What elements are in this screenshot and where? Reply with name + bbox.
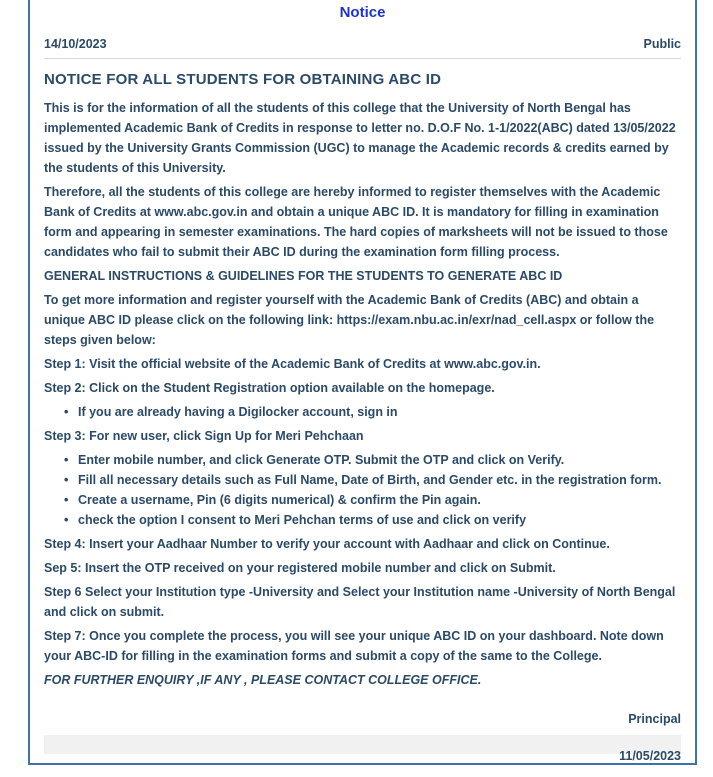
list-item: • Enter mobile number, and click Generate OTP. Submit the OTP and click on Verify.: [44, 450, 681, 470]
step-3-bullet-list: [44, 450, 681, 530]
step-1: Step 1: Visit the official website of the Academic Bank of Credits at www.abc.gov.in.: [44, 357, 541, 371]
list-item: • If you are already having a Digilocker account, sign in: [44, 402, 681, 422]
list-item: • Fill all necessary details such as Full Name, Date of Birth, and Gender etc. in the registration form.: [44, 470, 681, 490]
step-5: Sep 5: Insert the OTP received on your registered mobile number and click on Submit.: [44, 561, 556, 575]
issue-date: 14/10/2023: [44, 37, 107, 51]
list-item: • check the option I consent to Meri Pehchan terms of use and click on verify: [44, 510, 681, 530]
step-4: Step 4: Insert your Aadhaar Number to verify your account with Aadhaar and click on Continue.: [44, 537, 610, 551]
enquiry-note: FOR FURTHER ENQUIRY ,IF ANY , PLEASE CONTACT COLLEGE OFFICE.: [44, 673, 482, 687]
instructions-subheading: GENERAL INSTRUCTIONS & GUIDELINES FOR THE STUDENTS TO GENERATE ABC ID: [44, 269, 563, 283]
visibility-label: Public: [643, 37, 681, 51]
meta-row: [44, 37, 681, 59]
paragraph-registration: Therefore, all the students of this college are hereby informed to register themselves with the Academic Bank of Credits at www.abc.gov.in and obtain a unique ABC ID. It is mandatory for filling in examination form and appearing in semester examinations. The hard copies of marksheets will not be issued to those candidates who fail to submit their ABC ID during the examination form filling process.: [44, 185, 668, 259]
signature: Principal: [628, 712, 681, 726]
paragraph-intro: This is for the information of all the students of this college that the University of North Bengal has implemented Academic Bank of Credits in response to letter no. D.O.F No. 1-1/2022(ABC) dated 13/05/2022 issued by the University Grants Commission (UGC) to manage the Academic records & credits earned by the students of this University.: [44, 101, 676, 175]
page-title: Notice: [339, 4, 386, 21]
step-6: Step 6 Select your Institution type -University and Select your Institution name -University of North Bengal and click on submit.: [44, 585, 676, 619]
step-2: Step 2: Click on the Student Registration option available on the homepage.: [44, 381, 495, 395]
notice-heading: NOTICE FOR ALL STUDENTS FOR OBTAINING ABC ID: [44, 71, 442, 88]
step-2-bullet-list: [44, 402, 681, 422]
list-item: • Create a username, Pin (6 digits numerical) & confirm the Pin again.: [44, 490, 681, 510]
notice-sheet: [28, 0, 697, 765]
paragraph-link-info: To get more information and register yourself with the Academic Bank of Credits (ABC) and obtain a unique ABC ID please click on the following link: https://exam.nbu.ac.in/exr/nad_cell.aspx or follow the steps given below:: [44, 293, 655, 347]
footer-date: 11/05/2023: [619, 749, 681, 763]
step-7: Step 7: Once you complete the process, you will see your unique ABC ID on your dashboard. Note down your ABC-ID for filling in the examination forms and submit a copy of the same to the College.: [44, 629, 664, 663]
step-3: Step 3: For new user, click Sign Up for Meri Pehchaan: [44, 429, 364, 443]
